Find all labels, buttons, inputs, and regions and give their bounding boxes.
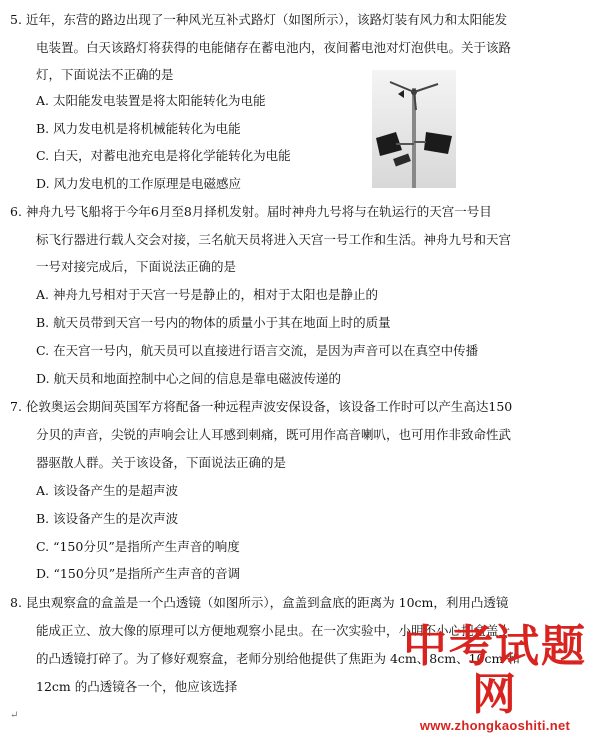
q6-line-3: 一号对接完成后，下面说法正确的是 [36, 259, 237, 274]
q7-line-1: 7. 伦敦奥运会期间英国军方将配备一种远程声波安保设备，该设备工作时可以产生高达150 [10, 399, 513, 414]
q5-option-c: C. 白天，对蓄电池充电是将化学能转化为电能 [36, 148, 291, 163]
watermark-url: www.zhongkaoshiti.net [419, 718, 571, 733]
q7-option-a: A. 该设备产生的是超声波 [36, 483, 178, 498]
q6-option-b: B. 航天员带到天宫一号内的物体的质量小于其在地面上时的质量 [36, 315, 391, 330]
q5-option-b: B. 风力发电机是将机械能转化为电能 [36, 121, 241, 136]
q6-line-2: 标飞行器进行载人交会对接，三名航天员将进入天宫一号工作和生活。神舟九号和天宫 [36, 232, 512, 247]
q8-line-3: 的凸透镜打碎了。为了修好观察盒，老师分别给他提供了焦距为 4cm、8cm、10cm 和 [36, 651, 520, 666]
paragraph-mark: ↵ [10, 710, 19, 721]
q8-line-2: 能成正立、放大像的原理可以方便地观察小昆虫。在一次实验中，小明不小心把盒盖上 [36, 623, 512, 638]
q7-option-b: B. 该设备产生的是次声波 [36, 511, 179, 526]
q6-option-c: C. 在天宫一号内，航天员可以直接进行语言交流，是因为声音可以在真空中传播 [36, 343, 479, 358]
q8-line-1: 8. 昆虫观察盒的盒盖是一个凸透镜（如图所示），盒盖到盒底的距离为 10cm，利用凸透镜 [10, 595, 509, 610]
street-lamp-photo [372, 70, 456, 188]
q7-option-c: C. “150分贝”是指所产生声音的响度 [36, 539, 240, 554]
q5-line-3-text: 灯，下面说法不正确的是 [36, 67, 174, 82]
q7-option-d: D. “150分贝”是指所产生声音的音调 [36, 566, 241, 581]
q5-line-3 [36, 67, 174, 83]
q5-option-d: D. 风力发电机的工作原理是电磁感应 [36, 176, 242, 191]
q7-line-3: 器驱散人群。关于该设备，下面说法正确的是 [36, 455, 287, 470]
q6-option-d: D. 航天员和地面控制中心之间的信息是靠电磁波传递的 [36, 371, 342, 386]
q6-option-a: A. 神舟九号相对于天宫一号是静止的，相对于太阳也是静止的 [36, 287, 378, 302]
watermark-title: 中考试题网 [403, 621, 587, 720]
q8-line-4: 12cm 的凸透镜各一个，他应该选择 [36, 679, 238, 694]
q6-line-1: 6. 神舟九号飞船将于今年6月至8月择机发射。届时神舟九号将与在轨运行的天宫一号目 [10, 204, 492, 219]
site-watermark [385, 623, 605, 733]
q5-option-a: A. 太阳能发电装置是将太阳能转化为电能 [36, 93, 266, 108]
q5-line-1: 5. 近年，东营的路边出现了一种风光互补式路灯（如图所示），该路灯装有风力和太阳能发 [10, 12, 508, 27]
q7-line-2: 分贝的声音，尖锐的声响会让人耳感到刺痛，既可用作高音喇叭，也可用作非致命性武 [36, 427, 512, 442]
q5-line-2: 电装置。白天该路灯将获得的电能储存在蓄电池内，夜间蓄电池对灯泡供电。关于该路 [36, 40, 512, 55]
